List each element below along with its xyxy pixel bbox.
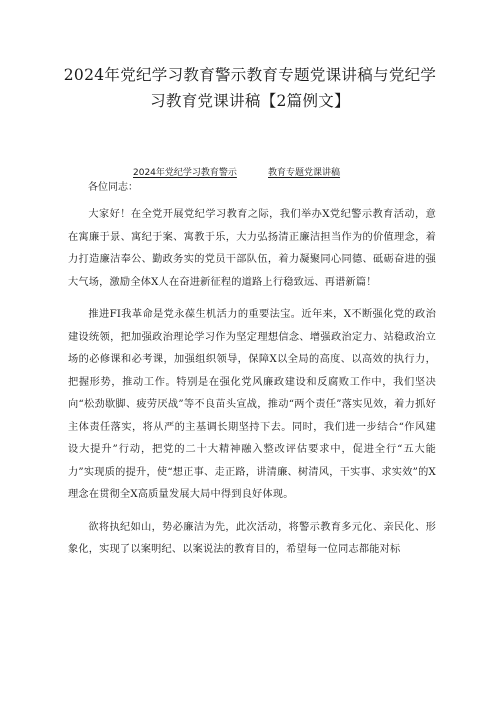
paragraph-1: 大家好！在全党开展党纪学习教育之际，我们举办X党纪警示教育活动，意在寓廉于景、寓纪于案、寓教于乐，大力弘扬清正廉洁担当作为的价值理念，着力打造廉洁奉公、勤政务实的党员干部队伍，着力凝聚同心同德、砥砺奋进的强大气场，激励全体X人在奋进新征程的道路上行稳致远、再谱新篇！ (68, 209, 436, 288)
document-title: 2024年党纪学习教育警示教育专题党课讲稿与党纪学习教育党课讲稿【2篇例文】 (63, 66, 437, 110)
subtitle-row (0, 166, 500, 180)
paragraph-2: 推进FI我革命是党永葆生机活力的重要法宝。近年来，X不断强化党的政治建设统领，把加强政治理论学习作为坚定理想信念、增强政治定力、站稳政治立场的必修课和必考课，加强组织领导，保障X以全局的高度、以高效的执行力，把握形势，推动工作。特别是在强化党风廉政建设和反腐败工作中，我们坚决向“松劲歇脚、疲劳厌战”等不良苗头宣战，推动“两个责任”落实见效，着力抓好主体责任落实，将从严的主基调长期坚持下去。同时，我们进一步结合“作风建设大提升”行动，把党的二十大精神融入整改评估要求中，促进全行“五大能力”实现质的提升，使“想正事、走正路，讲清廉、树清风，干实事、求实效”的X理念在贯彻全X高质量发展大局中得到良好体现。 (68, 309, 436, 500)
paragraph-3: 欲将执纪如山，势必廉洁为先，此次活动，将警示教育多元化、亲民化、形象化，实现了以案明纪、以案说法的教育目的，希望每一位同志都能对标 (68, 521, 436, 555)
document-body (68, 204, 436, 572)
salutation: 各位同志： (88, 182, 138, 193)
subtitle-right: 教育专题党课讲稿 (268, 168, 341, 178)
subtitle-left: 2024年党纪学习教育警示 (133, 168, 237, 178)
